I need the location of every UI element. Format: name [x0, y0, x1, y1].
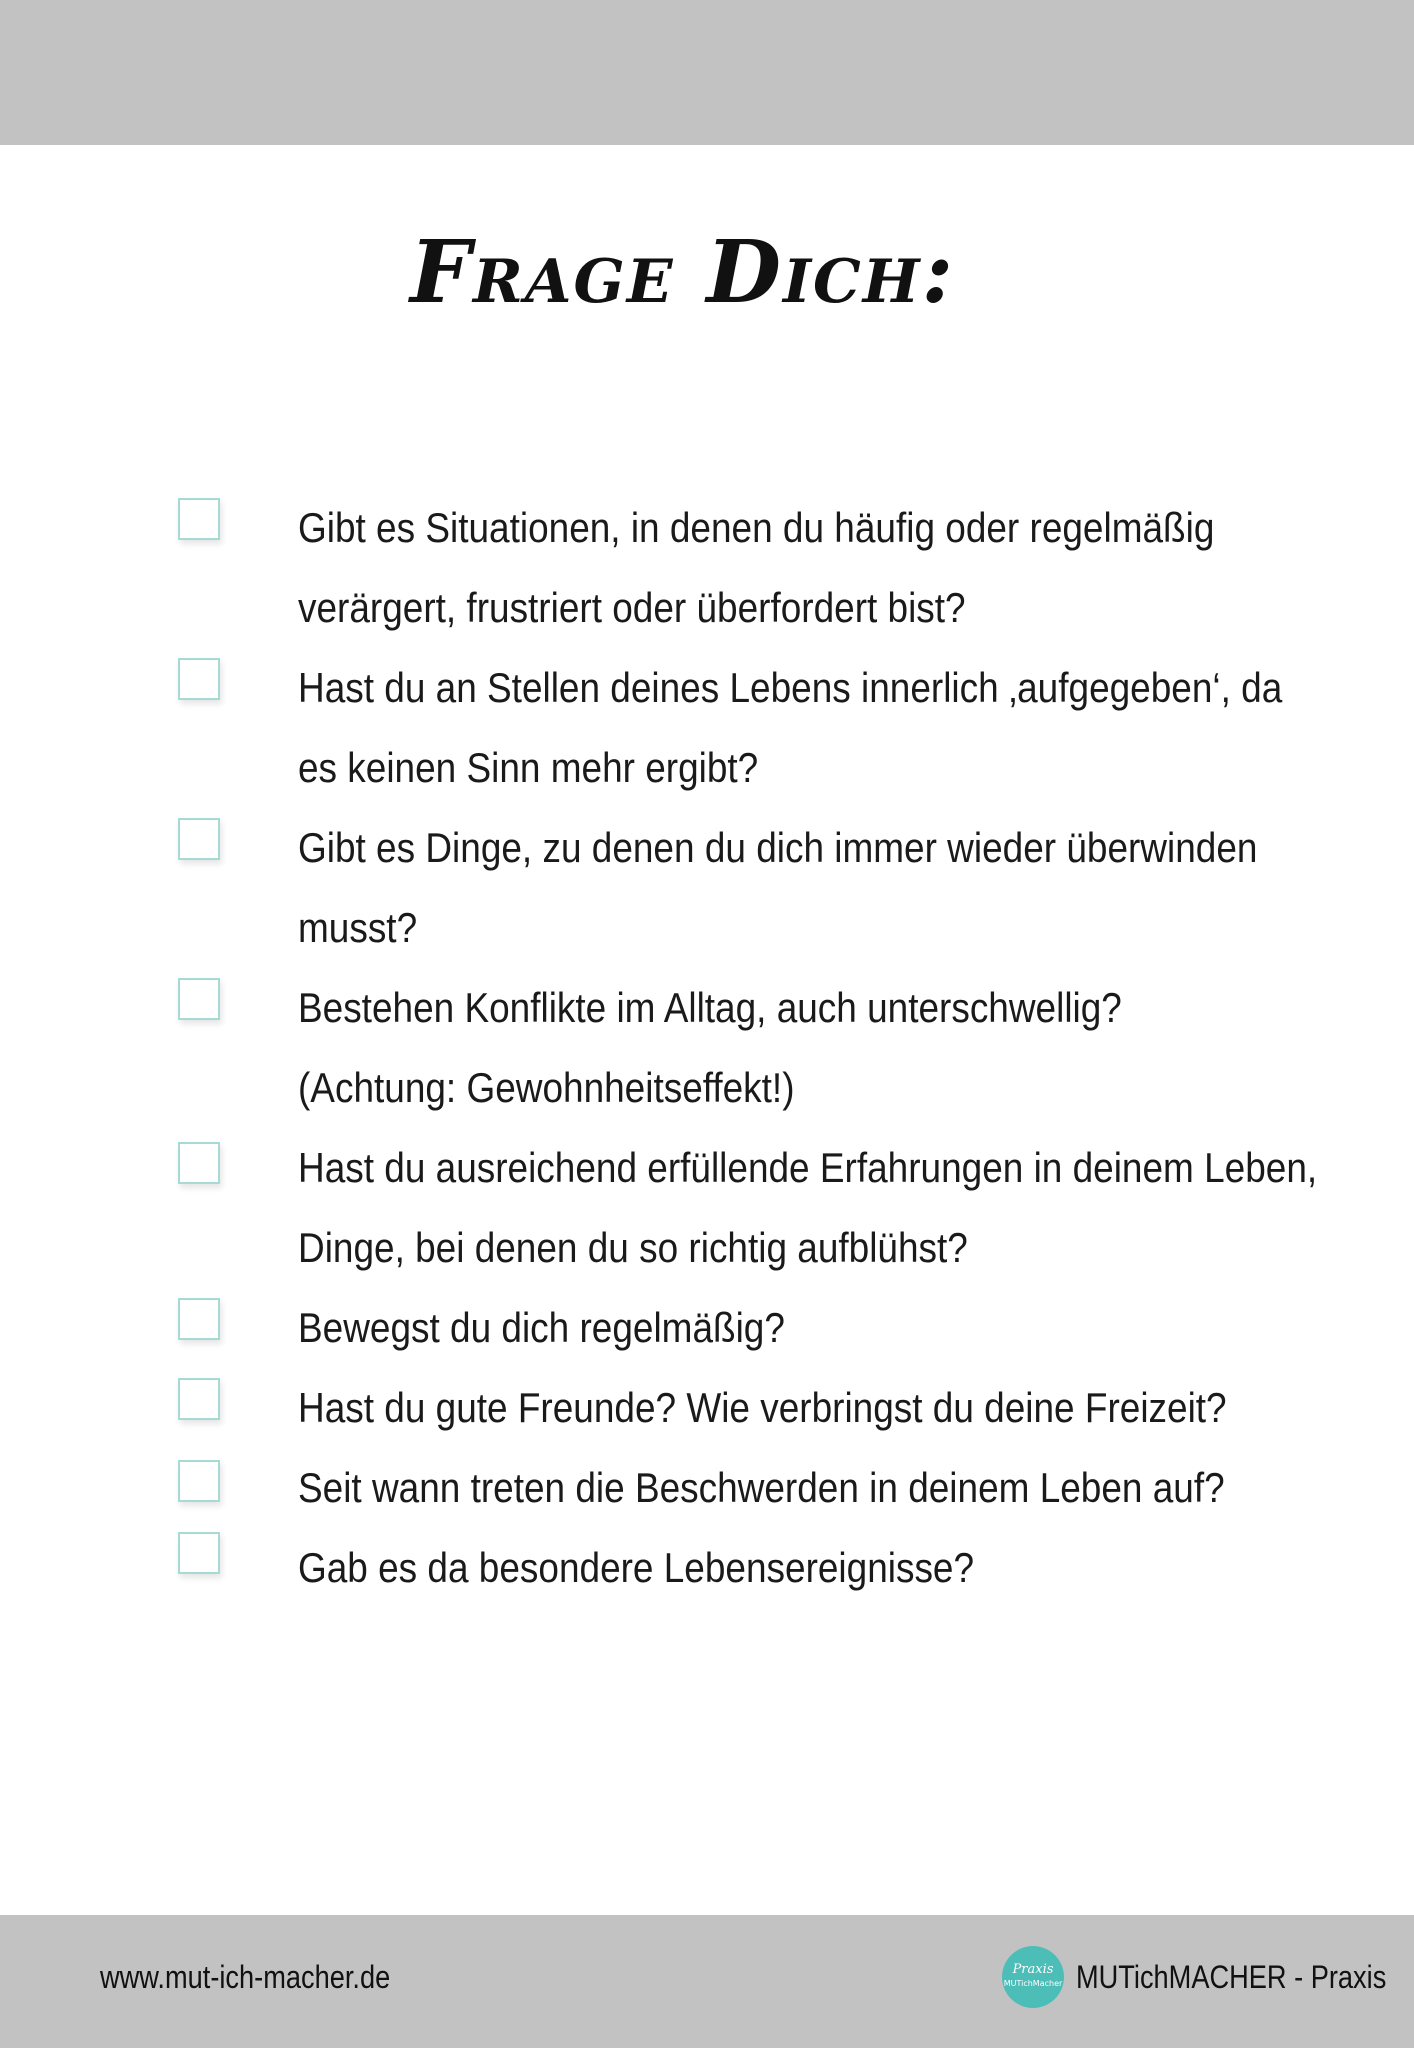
question-text: Gibt es Situationen, in denen du häufig oder regelmäßig verärgert, frustriert oder überfordert bist? [298, 504, 1215, 631]
praxis-logo: Praxis MUTichMacher [1002, 1946, 1064, 2008]
checkbox[interactable] [178, 498, 220, 540]
checkbox[interactable] [178, 978, 220, 1020]
question-text: Bestehen Konflikte im Alltag, auch unterschwellig? (Achtung: Gewohnheitseffekt!) [298, 984, 1122, 1111]
checkbox[interactable] [178, 1460, 220, 1502]
question-text: Hast du an Stellen deines Lebens innerlich ‚aufgegeben‘, da es keinen Sinn mehr ergibt? [298, 664, 1283, 791]
page-title: Frage Dich: [410, 222, 956, 323]
website-link[interactable]: www.mut-ich-macher.de [100, 1959, 391, 1995]
checkbox[interactable] [178, 658, 220, 700]
checkbox[interactable] [178, 1532, 220, 1574]
question-text: Bewegst du dich regelmäßig? [298, 1304, 785, 1351]
question-text: Gab es da besondere Lebensereignisse? [298, 1544, 975, 1591]
checkbox[interactable] [178, 1298, 220, 1340]
checkbox[interactable] [178, 1378, 220, 1420]
checkbox[interactable] [178, 1142, 220, 1184]
question-text: Seit wann treten die Beschwerden in deinem Leben auf? [298, 1464, 1225, 1511]
brand-name: MUTichMACHER - Praxis [1076, 1959, 1387, 1995]
checkbox[interactable] [178, 818, 220, 860]
question-text: Hast du gute Freunde? Wie verbringst du deine Freizeit? [298, 1384, 1227, 1431]
question-text: Gibt es Dinge, zu denen du dich immer wieder überwinden musst? [298, 824, 1258, 951]
question-text: Hast du ausreichend erfüllende Erfahrungen in deinem Leben, Dinge, bei denen du so richtig aufblühst? [298, 1144, 1318, 1271]
